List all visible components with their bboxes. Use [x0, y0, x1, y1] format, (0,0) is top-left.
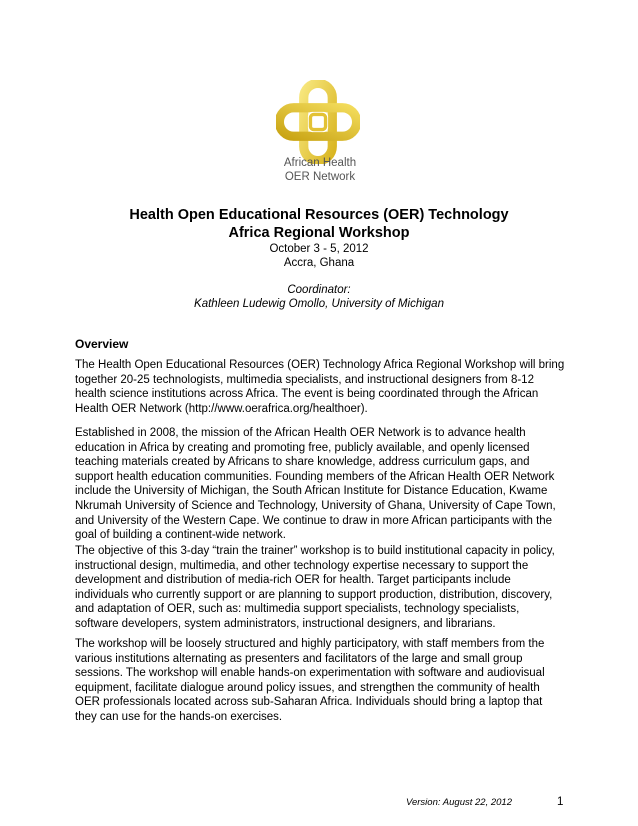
footer-version: Version: August 22, 2012	[406, 797, 512, 808]
logo-line-1: African Health	[283, 157, 357, 169]
overview-paragraph-2: Established in 2008, the mission of the African Health OER Network is to advance health education in Africa by creating and promoting free, publicly available, and openly licensed teaching materials created by Africans to share knowledge, address curriculum gaps, and support health education communities. Founding members of the African Health OER Network include the University of Michigan, the South African Institute for Distance Education, Kwame Nkrumah University of Science and Technology, University of Ghana, University of Cape Town, and University of the Western Cape. We continue to draw in more African participants with the goal of building a continent-wide network.	[75, 427, 556, 542]
title-line-2: Africa Regional Workshop	[228, 225, 410, 241]
interlocking-cross-logo-icon	[276, 80, 360, 164]
logo-line-2: OER Network	[284, 171, 356, 183]
overview-paragraph-4: The workshop will be loosely structured and highly participatory, with staff members from the various institutions alternating as presenters and facilitators of the large and small group sessions. The workshop will enable hands-on experimentation with software and audiovisual equipment, facilitate dialogue around policy issues, and strengthen the community of health OER professionals located across sub-Saharan Africa. Individuals should bring a laptop that they can use for the hands-on exercises.	[75, 638, 545, 723]
event-dates: October 3 - 5, 2012	[269, 243, 369, 255]
overview-paragraph-3: The objective of this 3-day “train the trainer” workshop is to build institutional capacity in policy, instructional design, multimedia, and other technology expertise necessary to support the development and distribution of media-rich OER for health. Target participants include individuals who currently support or are planning to support production, distribution, discovery, and adaptation of OER, such as: multimedia support specialists, technology specialists, software developers, system administrators, instructional designers, and librarians.	[75, 545, 555, 630]
organization-logo	[260, 74, 380, 189]
event-location: Accra, Ghana	[283, 257, 355, 269]
overview-heading: Overview	[75, 337, 129, 351]
logo-wordmark	[260, 156, 380, 184]
coordinator-name: Kathleen Ludewig Omollo, University of Michigan	[194, 298, 444, 310]
title-line-1: Health Open Educational Resources (OER) Technology	[129, 207, 509, 223]
overview-paragraph-1: The Health Open Educational Resources (OER) Technology Africa Regional Workshop will bring together 20-25 technologists, multimedia specialists, and instructional designers from 8-12 health science institutions across Africa. The event is being coordinated through the African Health OER Network (http://www.oerafrica.org/healthoer).	[75, 359, 565, 415]
coordinator-label: Coordinator:	[287, 284, 351, 296]
document-title	[0, 206, 638, 242]
page-number: 1	[557, 796, 564, 808]
